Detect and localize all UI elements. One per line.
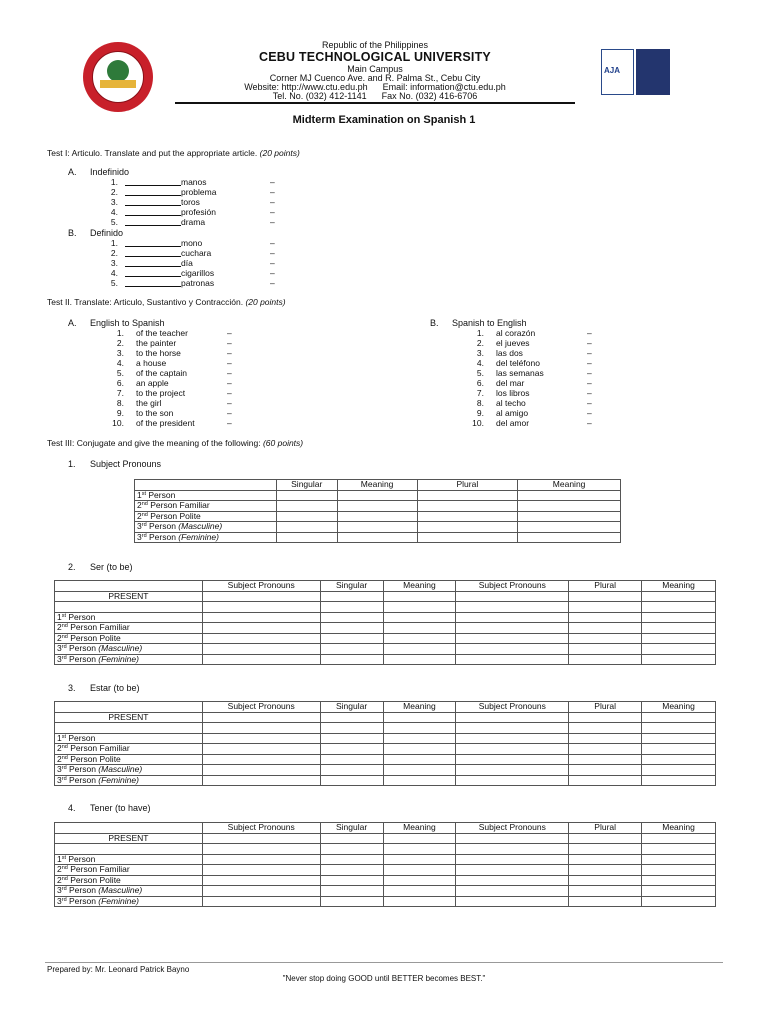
table-row [55,633,716,644]
answer-cell[interactable] [569,733,642,744]
prepared-by: Prepared by: Mr. Leonard Patrick Bayno [47,965,190,974]
answer-cell[interactable] [202,733,320,744]
answer-cell[interactable] [569,654,642,665]
test1-a-title: Indefinido [90,167,130,177]
answer-cell[interactable] [642,754,716,765]
row-label: 2nd Person Familiar [55,623,203,634]
answer-cell[interactable] [642,865,716,876]
part1-title: Subject Pronouns [90,459,162,469]
answer-cell[interactable] [202,654,320,665]
header-divider [175,102,575,104]
table-row [55,875,716,886]
answer-cell[interactable] [569,854,642,865]
list-item: 3. las dos – [476,348,592,358]
list-item: 3. día – [110,258,275,268]
table-row [55,775,716,786]
answer-cell[interactable] [320,612,383,623]
list-item: 3. toros – [110,197,275,207]
answer-cell[interactable] [456,896,569,907]
row-label: 2nd Person Familiar [55,744,203,755]
test3-heading: Test III: Conjugate and give the meaning of the following: (60 points) [47,438,304,448]
column-header: Meaning [642,581,716,592]
answer-cell[interactable] [202,775,320,786]
row-label: 3rd Person (Masculine) [55,765,203,776]
column-header: Meaning [337,480,417,491]
answer-cell[interactable] [642,633,716,644]
answer-cell[interactable] [202,875,320,886]
column-header: Plural [569,702,642,713]
table-row [55,654,716,665]
answer-cell[interactable] [569,644,642,655]
list-item: 9. al amigo – [476,408,592,418]
answer-cell[interactable] [456,733,569,744]
test2-a-list [110,328,250,428]
answer-cell[interactable] [456,654,569,665]
header-website: Website: http://www.ctu.edu.ph Email: information@ctu.edu.ph [244,82,506,92]
answer-blank[interactable] [125,198,181,206]
row-label: 2nd Person Familiar [135,501,277,512]
column-header: Meaning [642,702,716,713]
answer-cell[interactable] [337,501,417,512]
list-item: 5. drama – [110,217,275,227]
answer-cell[interactable] [642,612,716,623]
list-item: 4. del teléfono – [476,358,592,368]
part3-title: Estar (to be) [90,683,140,693]
answer-cell[interactable] [642,854,716,865]
list-item: 2. the painter – [116,338,232,348]
answer-cell[interactable] [383,623,456,634]
list-item: 2. cuchara – [110,248,275,258]
answer-cell[interactable] [202,644,320,655]
answer-cell[interactable] [320,886,383,897]
answer-cell[interactable] [569,886,642,897]
answer-cell[interactable] [456,754,569,765]
answer-cell[interactable] [320,644,383,655]
answer-blank[interactable] [125,249,181,257]
answer-cell[interactable] [383,744,456,755]
answer-cell[interactable] [383,654,456,665]
answer-cell[interactable] [320,854,383,865]
table-row [135,522,621,533]
table-row [55,865,716,876]
answer-cell[interactable] [202,744,320,755]
answer-cell[interactable] [456,865,569,876]
answer-cell[interactable] [276,501,337,512]
header-republic: Republic of the Philippines [321,40,429,50]
part4-number: 4. [68,803,76,813]
test1-b-label: B. [68,228,77,238]
answer-cell[interactable] [456,854,569,865]
table-row [55,744,716,755]
answer-cell[interactable] [456,623,569,634]
answer-cell[interactable] [202,896,320,907]
answer-cell[interactable] [456,644,569,655]
list-item: 8. the girl – [116,398,232,408]
header-campus: Main Campus [347,64,403,74]
list-item: 3. to the horse – [116,348,232,358]
answer-cell[interactable] [320,623,383,634]
answer-blank[interactable] [125,269,181,277]
answer-cell[interactable] [337,511,417,522]
answer-cell[interactable] [383,633,456,644]
table-row [55,765,716,776]
answer-cell[interactable] [642,654,716,665]
answer-cell[interactable] [417,511,518,522]
answer-cell[interactable] [456,875,569,886]
header-address: Corner MJ Cuenco Ave. and R. Palma St., Cebu City [269,73,481,83]
row-label: 3rd Person (Masculine) [55,886,203,897]
test1-b-list [108,238,288,288]
answer-cell[interactable] [383,765,456,776]
row-label: 3rd Person (Feminine) [135,532,277,543]
answer-cell[interactable] [569,623,642,634]
answer-cell[interactable] [276,490,337,501]
answer-cell[interactable] [320,754,383,765]
row-label: 1st Person [55,733,203,744]
table-row [135,511,621,522]
test1-a-list [108,177,288,227]
answer-blank[interactable] [125,178,181,186]
answer-cell[interactable] [202,854,320,865]
row-label: 2nd Person Polite [55,875,203,886]
header-phones: Tel. No. (032) 412-1141 Fax No. (032) 416-6706 [272,91,478,101]
list-item: 10. of the president – [112,418,232,428]
answer-cell[interactable] [383,644,456,655]
answer-cell[interactable] [383,896,456,907]
row-label: 2nd Person Polite [55,754,203,765]
column-header: Singular [276,480,337,491]
answer-cell[interactable] [642,733,716,744]
answer-cell[interactable] [642,896,716,907]
row-label: 2nd Person Polite [135,511,277,522]
answer-cell[interactable] [337,532,417,543]
list-item: 5. patronas – [110,278,275,288]
header-university: CEBU TECHNOLOGICAL UNIVERSITY [259,50,491,64]
answer-cell[interactable] [202,612,320,623]
answer-cell[interactable] [642,744,716,755]
answer-cell[interactable] [417,490,518,501]
list-item: 2. problema – [110,187,275,197]
row-label: 2nd Person Familiar [55,865,203,876]
row-label: 3rd Person (Feminine) [55,654,203,665]
answer-cell[interactable] [202,754,320,765]
list-item: 2. el jueves – [476,338,592,348]
column-header: Singular [320,702,383,713]
column-header: Subject Pronouns [456,702,569,713]
test2-b-list [470,328,610,428]
table-row [55,896,716,907]
test1-b-title: Definido [90,228,124,238]
answer-cell[interactable] [569,765,642,776]
column-header: Subject Pronouns [202,823,320,834]
answer-cell[interactable] [417,522,518,533]
test2-b-label: B. [430,318,439,328]
answer-cell[interactable] [276,532,337,543]
answer-cell[interactable] [320,865,383,876]
test1-heading: Test I: Articulo. Translate and put the appropriate article. (20 points) [47,148,300,158]
answer-cell[interactable] [456,886,569,897]
column-header: Singular [320,581,383,592]
answer-cell[interactable] [320,654,383,665]
table-row [55,754,716,765]
column-header: Plural [569,823,642,834]
answer-cell[interactable] [642,644,716,655]
test2-a-title: English to Spanish [90,318,165,328]
answer-blank[interactable] [125,239,181,247]
table-row [55,886,716,897]
list-item: 9. to the son – [116,408,232,418]
column-header: Plural [569,581,642,592]
answer-cell[interactable] [417,532,518,543]
subject-pronouns-table [134,479,621,543]
answer-cell[interactable] [569,896,642,907]
column-header: Plural [417,480,518,491]
answer-cell[interactable] [202,765,320,776]
estar-table [54,701,716,786]
column-header: Meaning [383,702,456,713]
column-header: Meaning [383,823,456,834]
column-header: Subject Pronouns [202,702,320,713]
list-item: 1. al corazón – [476,328,592,338]
row-label: 1st Person [55,612,203,623]
answer-cell[interactable] [642,875,716,886]
test2-heading: Test II. Translate: Articulo, Sustantivo y Contracción. (20 points) [47,297,286,307]
answer-cell[interactable] [456,775,569,786]
list-item: 5. las semanas – [476,368,592,378]
answer-cell[interactable] [202,886,320,897]
row-label: 3rd Person (Feminine) [55,775,203,786]
part2-title: Ser (to be) [90,562,133,572]
table-row [135,490,621,501]
footer-quote: "Never stop doing GOOD until BETTER becomes BEST." [282,974,486,983]
present-label: PRESENT [55,712,203,723]
table-row [55,644,716,655]
answer-cell[interactable] [569,744,642,755]
answer-cell[interactable] [569,612,642,623]
ser-table [54,580,716,665]
answer-cell[interactable] [383,733,456,744]
answer-cell[interactable] [383,775,456,786]
answer-cell[interactable] [518,522,621,533]
table-row [135,501,621,512]
part4-title: Tener (to have) [90,803,151,813]
list-item: 6. del mar – [476,378,592,388]
part1-number: 1. [68,459,76,469]
table-row [55,612,716,623]
list-item: 4. a house – [116,358,232,368]
present-label: PRESENT [55,591,203,602]
row-label: 3rd Person (Masculine) [55,644,203,655]
answer-cell[interactable] [383,612,456,623]
column-header: Subject Pronouns [202,581,320,592]
list-item: 7. to the project – [116,388,232,398]
list-item: 8. al techo – [476,398,592,408]
answer-cell[interactable] [518,501,621,512]
answer-cell[interactable] [320,765,383,776]
answer-blank[interactable] [125,188,181,196]
answer-cell[interactable] [569,775,642,786]
answer-cell[interactable] [320,896,383,907]
part3-number: 3. [68,683,76,693]
answer-cell[interactable] [456,765,569,776]
answer-cell[interactable] [383,754,456,765]
column-header: Subject Pronouns [456,823,569,834]
table-row [55,733,716,744]
answer-cell[interactable] [569,875,642,886]
list-item: 4. profesión – [110,207,275,217]
answer-cell[interactable] [320,775,383,786]
present-label: PRESENT [55,833,203,844]
exam-title: Midterm Examination on Spanish 1 [292,114,476,126]
answer-blank[interactable] [125,218,181,226]
answer-cell[interactable] [337,522,417,533]
answer-cell[interactable] [202,865,320,876]
answer-cell[interactable] [383,875,456,886]
answer-cell[interactable] [337,490,417,501]
answer-cell[interactable] [518,511,621,522]
answer-cell[interactable] [383,886,456,897]
answer-cell[interactable] [320,633,383,644]
university-seal [83,42,153,112]
test2-a-label: A. [68,318,77,328]
list-item: 10. del amor – [472,418,592,428]
answer-cell[interactable] [642,623,716,634]
row-label: 3rd Person (Feminine) [55,896,203,907]
column-header: Meaning [518,480,621,491]
answer-cell[interactable] [642,765,716,776]
list-item: 5. of the captain – [116,368,232,378]
list-item: 1. manos – [110,177,275,187]
footer-divider [45,962,723,963]
column-header: Subject Pronouns [456,581,569,592]
answer-cell[interactable] [417,501,518,512]
answer-cell[interactable] [456,633,569,644]
answer-cell[interactable] [642,775,716,786]
answer-cell[interactable] [569,865,642,876]
table-row [135,532,621,543]
column-header: Singular [320,823,383,834]
answer-cell[interactable] [383,854,456,865]
table-row [55,623,716,634]
answer-cell[interactable] [276,522,337,533]
answer-cell[interactable] [276,511,337,522]
certification-logos: AJA UKAS [601,49,670,97]
list-item: 1. mono – [110,238,275,248]
list-item: 6. an apple – [116,378,232,388]
answer-blank[interactable] [125,259,181,267]
list-item: 7. los libros – [476,388,592,398]
list-item: 4. cigarillos – [110,268,275,278]
answer-cell[interactable] [320,744,383,755]
answer-cell[interactable] [320,733,383,744]
answer-cell[interactable] [569,754,642,765]
answer-cell[interactable] [518,532,621,543]
answer-cell[interactable] [320,875,383,886]
test2-b-title: Spanish to English [452,318,527,328]
answer-cell[interactable] [518,490,621,501]
answer-cell[interactable] [383,865,456,876]
test1-a-label: A. [68,167,77,177]
tener-table [54,822,716,907]
answer-blank[interactable] [125,279,181,287]
row-label: 2nd Person Polite [55,633,203,644]
answer-blank[interactable] [125,208,181,216]
answer-cell[interactable] [456,612,569,623]
answer-cell[interactable] [202,623,320,634]
table-row [55,854,716,865]
part2-number: 2. [68,562,76,572]
answer-cell[interactable] [642,886,716,897]
column-header: Meaning [383,581,456,592]
column-header: Meaning [642,823,716,834]
answer-cell[interactable] [456,744,569,755]
row-label: 1st Person [135,490,277,501]
row-label: 1st Person [55,854,203,865]
answer-cell[interactable] [202,633,320,644]
list-item: 1. of the teacher – [116,328,232,338]
row-label: 3rd Person (Masculine) [135,522,277,533]
answer-cell[interactable] [569,633,642,644]
